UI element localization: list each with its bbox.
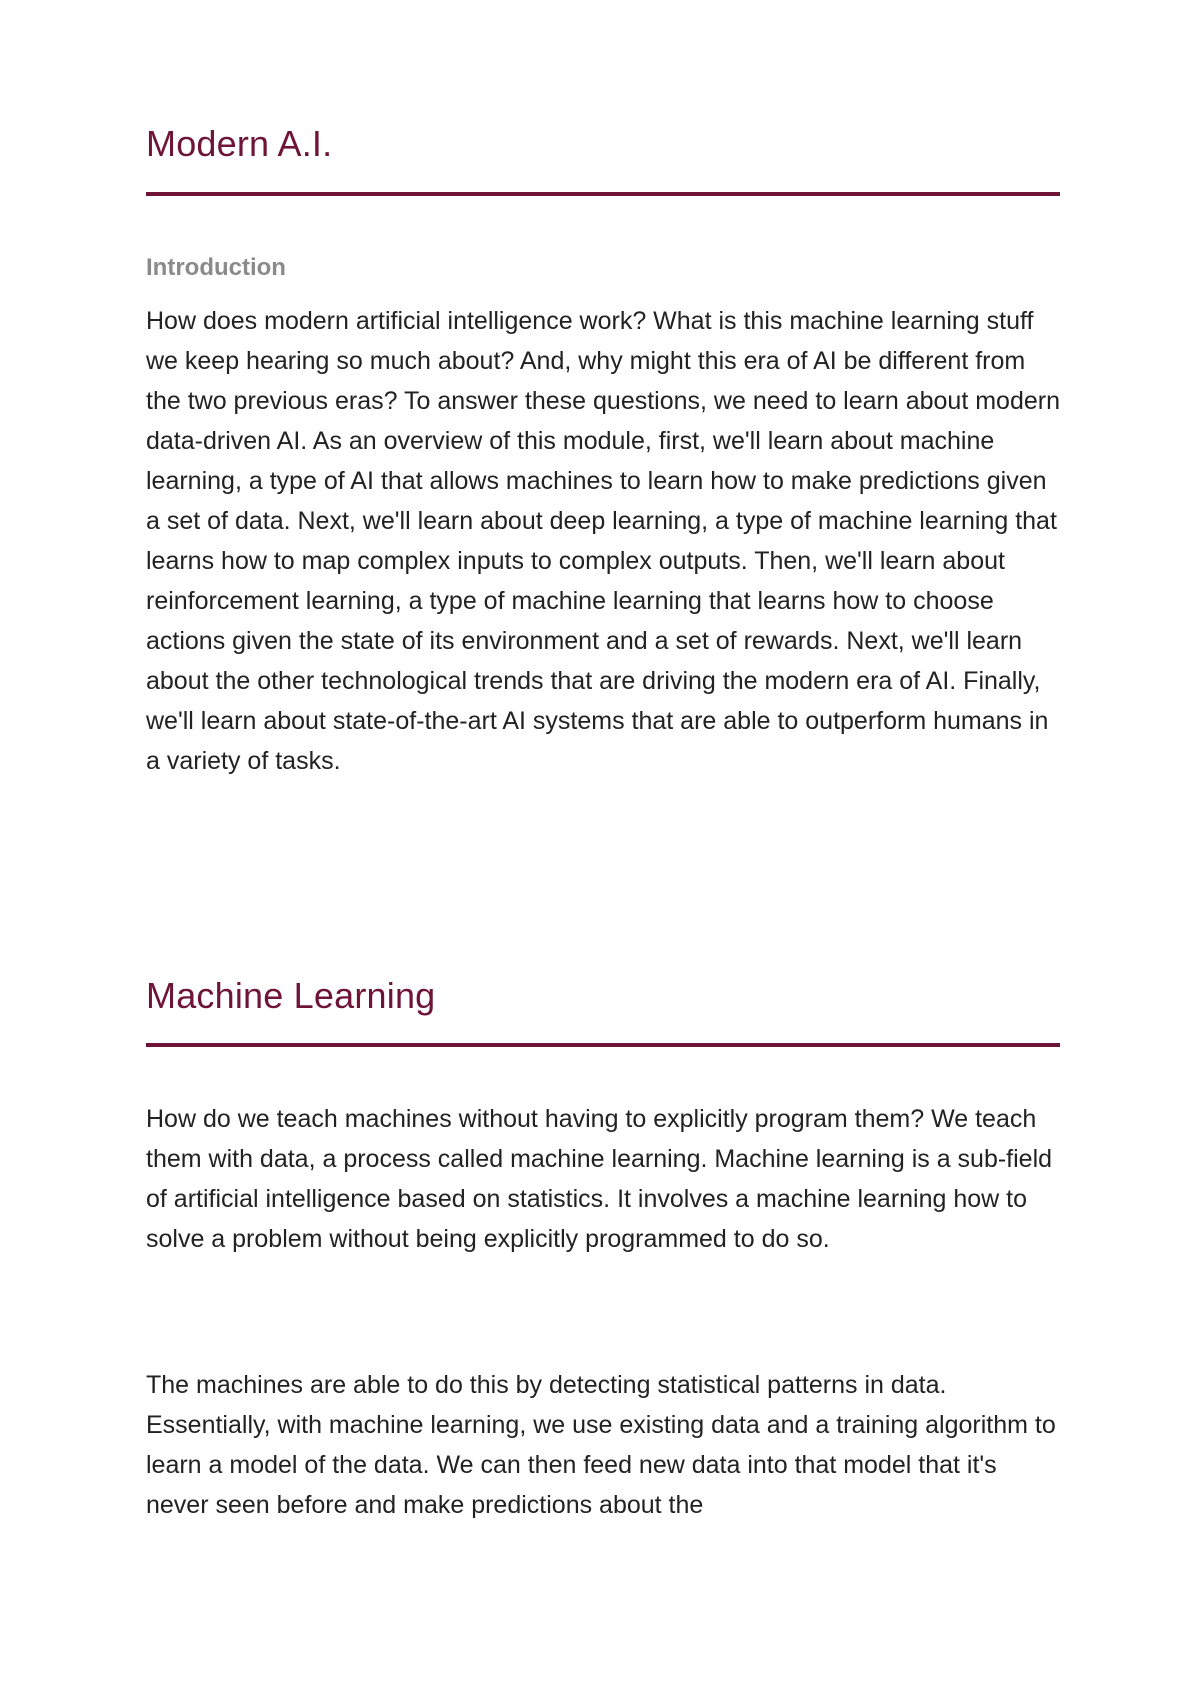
machine-learning-paragraph: How do we teach machines without having to explicitly program them? We teach them with data, a process called machine learning. Machine learning is a sub-field of artificial intelligence based on statistics. It involves a machine learning how to solve a problem without being explicitly programmed to do so. bbox=[146, 1105, 1053, 1253]
machine-learning-paragraph: The machines are able to do this by detecting statistical patterns in data. Essentially, with machine learning, we use existing data and a training algorithm to learn a model of the data. We can then feed new data into that model that it's never seen before and make predictions about the bbox=[146, 1371, 1056, 1519]
section-title-modern-ai: Modern A.I. bbox=[146, 123, 333, 164]
section-divider bbox=[146, 192, 1060, 196]
subheading-introduction: Introduction bbox=[146, 254, 286, 281]
section-title-machine-learning: Machine Learning bbox=[146, 975, 436, 1016]
introduction-paragraph: How does modern artificial intelligence work? What is this machine learning stuff we keep hearing so much about? And, why might this era of AI be different from the two previous eras? To answer these questions, we need to learn about modern data-driven AI. As an overview of this module, first, we'll learn about machine learning, a type of AI that allows machines to learn how to make predictions given a set of data. Next, we'll learn about deep learning, a type of machine learning that learns how to map complex inputs to complex outputs. Then, we'll learn about reinforcement learning, a type of machine learning that learns how to choose actions given the state of its environment and a set of rewards. Next, we'll learn about the other technological trends that are driving the modern era of AI. Finally, we'll learn about state-of-the-art AI systems that are able to outperform humans in a variety of tasks. bbox=[146, 307, 1060, 775]
section-divider bbox=[146, 1043, 1060, 1047]
